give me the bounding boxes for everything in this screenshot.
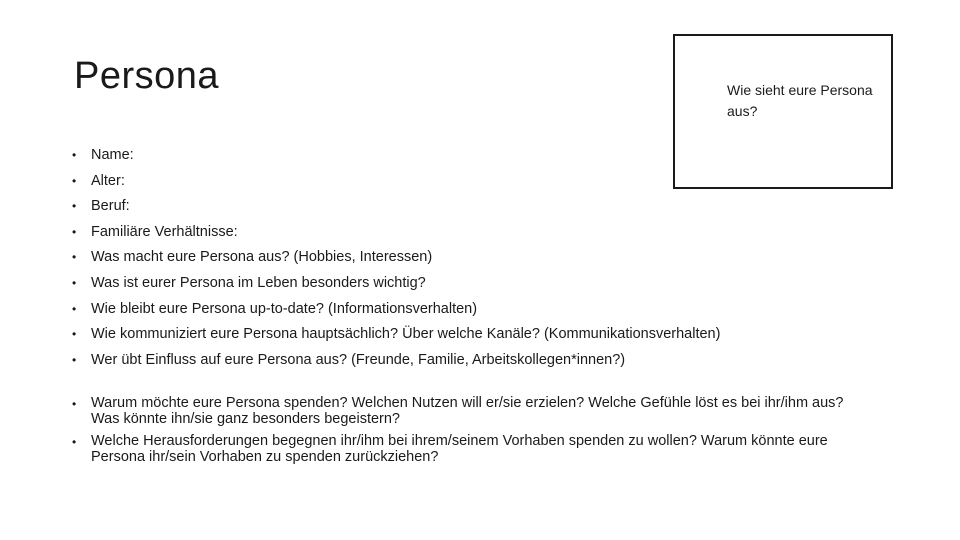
list-item-text: Familiäre Verhältnisse: [91,223,238,240]
list-item [72,396,872,427]
list-item [72,297,872,323]
list-item-text: Wie kommuniziert eure Persona hauptsächlich? Über welche Kanäle? (Kommunikationsverhalten) [91,326,721,343]
list-item-text: Was ist eurer Persona im Leben besonders wichtig? [91,274,426,291]
list-item [72,271,872,297]
bullet-icon: • [72,224,77,239]
bullet-icon: • [72,250,77,265]
list-item-text: Was macht eure Persona aus? (Hobbies, Interessen) [91,249,433,266]
slide-title: Persona [74,55,220,97]
list-item [72,169,872,195]
list-item [72,245,872,271]
list-item-text: Name: [91,147,134,163]
list-item [72,434,872,465]
list-item [72,322,872,348]
bullet-icon: • [72,173,77,188]
list-item-text: Beruf: [91,198,130,215]
list-item-text: Wie bleibt eure Persona up-to-date? (Informationsverhalten) [91,300,478,317]
list-item-text: Warum möchte eure Persona spenden? Welchen Nutzen will er/sie erzielen? Welche Gefühle löst es bei ihr/ihm aus? Was könnte ihn/sie ganz besonders begeistern? [91,395,844,427]
profile-question-list [72,143,872,373]
donation-question-list [72,396,872,472]
list-item [72,143,872,169]
list-item-text: Wer übt Einfluss auf eure Persona aus? (Freunde, Familie, Arbeitskollegen*innen?) [91,351,626,368]
bullet-icon: • [72,327,77,342]
list-item-text: Welche Herausforderungen begegnen ihr/ihm bei ihrem/seinem Vorhaben spenden zu wollen? Warum könnte eure Persona ihr/sein Vorhaben zu spenden zurückziehen? [91,433,828,465]
bullet-icon: • [72,301,77,316]
bullet-icon: • [72,397,77,411]
list-item [72,220,872,246]
bullet-icon: • [72,435,77,449]
list-item [72,348,872,374]
bullet-icon: • [72,275,77,290]
list-item-text: Alter: [91,172,125,189]
bullet-icon: • [72,352,77,367]
bullet-icon: • [72,199,77,214]
list-item [72,194,872,220]
photo-box-caption: Wie sieht eure Persona aus? [727,82,873,119]
bullet-icon: • [72,148,77,162]
